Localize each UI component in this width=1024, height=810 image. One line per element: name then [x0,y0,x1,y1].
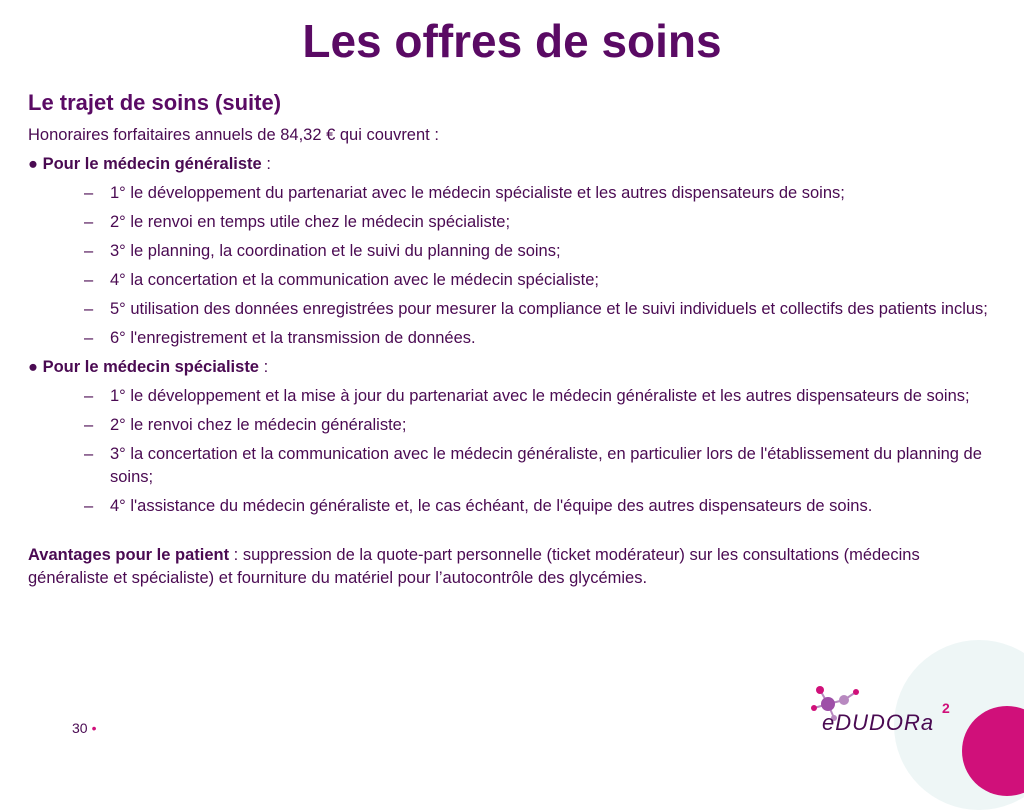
list-item [84,240,1003,263]
dash-icon: – [84,497,94,515]
avantages-label: Avantages pour le patient [28,546,230,564]
list-item-text: 3° le planning, la coordination et le suivi du planning de soins; [110,242,561,260]
list-item-text: 2° le renvoi chez le médecin généraliste; [110,416,407,434]
page-number-value: 30 [72,720,88,736]
list-item [84,414,1003,437]
dash-icon: – [84,329,94,347]
slide-content [28,90,1003,590]
dash-icon: – [84,271,94,289]
edudora-logo [800,682,970,742]
section-specialiste-heading [28,356,1003,379]
list-item-text: 3° la concertation et la communication avec le médecin généraliste, en particulier lors de l'établissement du planning de soins; [110,445,982,486]
dash-icon: – [84,213,94,231]
intro-text: Honoraires forfaitaires annuels de 84,32 € qui couvrent : [28,126,439,144]
slide-title: Les offres de soins [302,15,722,67]
section-heading-suffix: : [259,358,269,376]
dash-icon: – [84,416,94,434]
dash-icon: – [84,242,94,260]
list-item [84,385,1003,408]
bullet-icon: ● [28,155,38,173]
generaliste-list [28,182,1003,350]
list-item-text: 5° utilisation des données enregistrées pour mesurer la compliance et le suivi individuels et collectifs des patients inclus; [110,300,988,318]
avantages-paragraph [28,544,1003,590]
dash-icon: – [84,387,94,405]
list-item-text: 2° le renvoi en temps utile chez le médecin spécialiste; [110,213,511,231]
specialiste-list [28,385,1003,518]
list-item-text: 1° le développement du partenariat avec le médecin spécialiste et les autres dispensateurs de soins; [110,184,845,202]
bullet-icon: ● [28,358,38,376]
section-heading-suffix: : [261,155,271,173]
list-item [84,495,1003,518]
dash-icon: – [84,300,94,318]
section-generaliste-heading [28,153,1003,176]
list-item [84,298,1003,321]
list-item-text: 4° la concertation et la communication avec le médecin spécialiste; [110,271,600,289]
page-number [72,720,96,736]
section-heading: Pour le médecin généraliste [42,155,262,173]
list-item [84,327,1003,350]
list-item [84,211,1003,234]
list-item [84,269,1003,292]
logo-wordmark: eDUDORa [822,710,935,735]
logo-superscript: 2 [942,700,950,716]
list-item [84,182,1003,205]
avantages-text: : suppression de la quote-part personnelle (ticket modérateur) sur les consultations (médecins généraliste et spécialiste) et fourniture du matériel pour l’autocontrôle des glycémies. [28,546,920,587]
list-item-text: 1° le développement et la mise à jour du partenariat avec le médecin généraliste et les autres dispensateurs de soins; [110,387,970,405]
page-number-dot-icon: • [91,720,97,736]
list-item-text: 6° l'enregistrement et la transmission de données. [110,329,476,347]
list-item [84,443,1003,489]
dash-icon: – [84,184,94,202]
dash-icon: – [84,445,94,463]
section-heading: Pour le médecin spécialiste [42,358,259,376]
slide-subtitle: Le trajet de soins (suite) [28,90,282,115]
list-item-text: 4° l'assistance du médecin généraliste et, le cas échéant, de l'équipe des autres dispensateurs de soins. [110,497,873,515]
